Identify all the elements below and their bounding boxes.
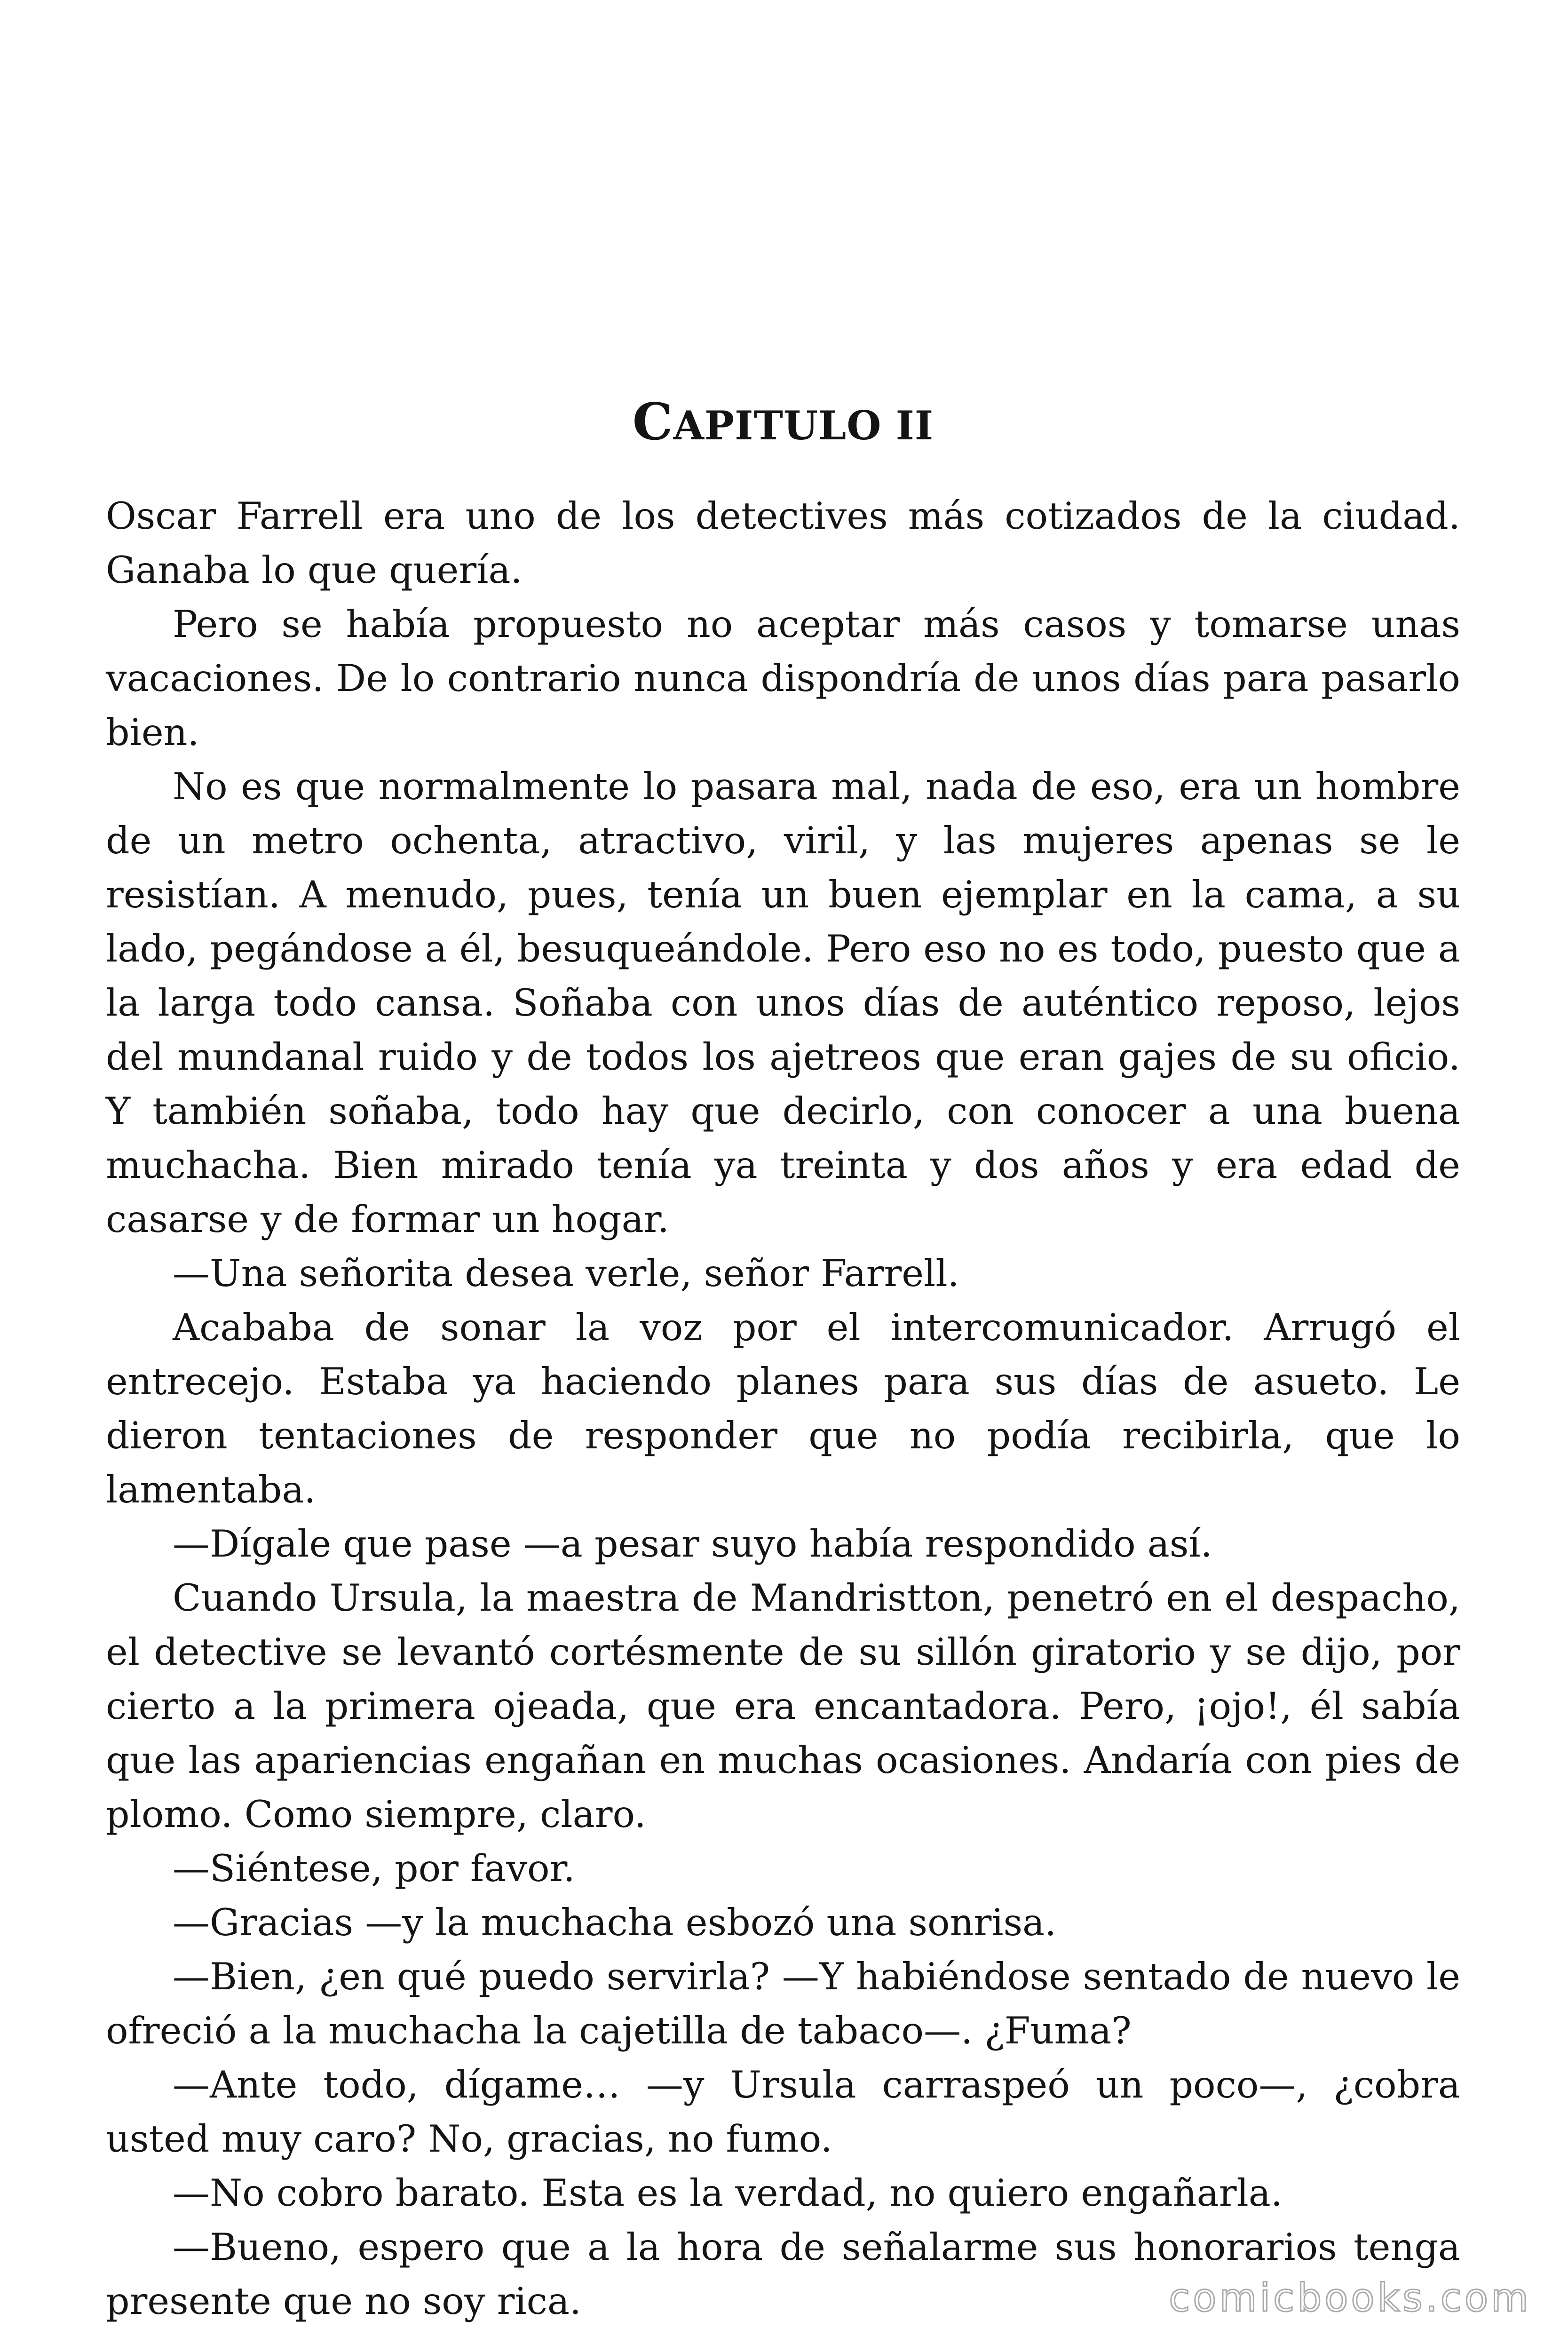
dialogue-line: —Siéntese, por favor. [173, 1847, 575, 1890]
chapter-body [106, 489, 1460, 2328]
chapter-title [106, 391, 1460, 456]
dialogue-line: —Bueno, espero que a la hora de señalarme sus honorarios tenga presente que no soy rica. [106, 2225, 1460, 2323]
dialogue-line: —Gracias —y la muchacha esbozó una sonrisa. [173, 1901, 1057, 1944]
paragraph: Cuando Ursula, la maestra de Mandristton, penetró en el despacho, el detective se levantó cortésmente de su sillón giratorio y se dijo, por cierto a la primera ojeada, que era encantadora. Pero, ¡ojo!, él sabía que las apariencias engañan en muchas ocasiones. Andaría con pies de plomo. Como siempre, claro. [106, 1576, 1460, 1836]
paragraph: No es que normalmente lo pasara mal, nada de eso, era un hombre de un metro ochenta, atractivo, viril, y las mujeres apenas se le resistían. A menudo, pues, tenía un buen ejemplar en la cama, a su lado, pegándose a él, besuqueándole. Pero eso no es todo, puesto que a la larga todo cansa. Soñaba con unos días de auténtico reposo, lejos del mundanal ruido y de todos los ajetreos que eran gajes de su oficio. Y también soñaba, todo hay que decirlo, con conocer a una buena muchacha. Bien mirado tenía ya treinta y dos años y era edad de casarse y de formar un hogar. [106, 765, 1460, 1241]
book-page [106, 0, 1460, 2352]
dialogue-line: —Ante todo, dígame… —y Ursula carraspeó un poco—, ¿cobra usted muy caro? No, gracias, no fumo. [106, 2063, 1460, 2161]
watermark: comicbooks.com [1169, 2276, 1531, 2320]
dialogue-line: —No cobro barato. Esta es la verdad, no quiero engañarla. [173, 2171, 1283, 2215]
dialogue-line: —Una señorita desea verle, señor Farrell. [173, 1252, 959, 1295]
paragraph: Oscar Farrell era uno de los detectives más cotizados de la ciudad. Ganaba lo que quería. [106, 494, 1460, 592]
paragraph: Pero se había propuesto no aceptar más casos y tomarse unas vacaciones. De lo contrario nunca dispondría de unos días para pasarlo bien. [106, 603, 1460, 754]
chapter-title-initial: C [632, 392, 673, 452]
dialogue-line: —Dígale que pase —a pesar suyo había respondido así. [173, 1522, 1212, 1565]
paragraph: Acababa de sonar la voz por el intercomunicador. Arrugó el entrecejo. Estaba ya haciendo planes para sus días de asueto. Le dieron tentaciones de responder que no podía recibirla, que lo lamentaba. [106, 1306, 1460, 1511]
chapter-title-smallcaps: APITULO II [673, 402, 934, 449]
dialogue-line: —Bien, ¿en qué puedo servirla? —Y habiéndose sentado de nuevo le ofreció a la muchacha la cajetilla de tabaco—. ¿Fuma? [106, 1955, 1460, 2052]
